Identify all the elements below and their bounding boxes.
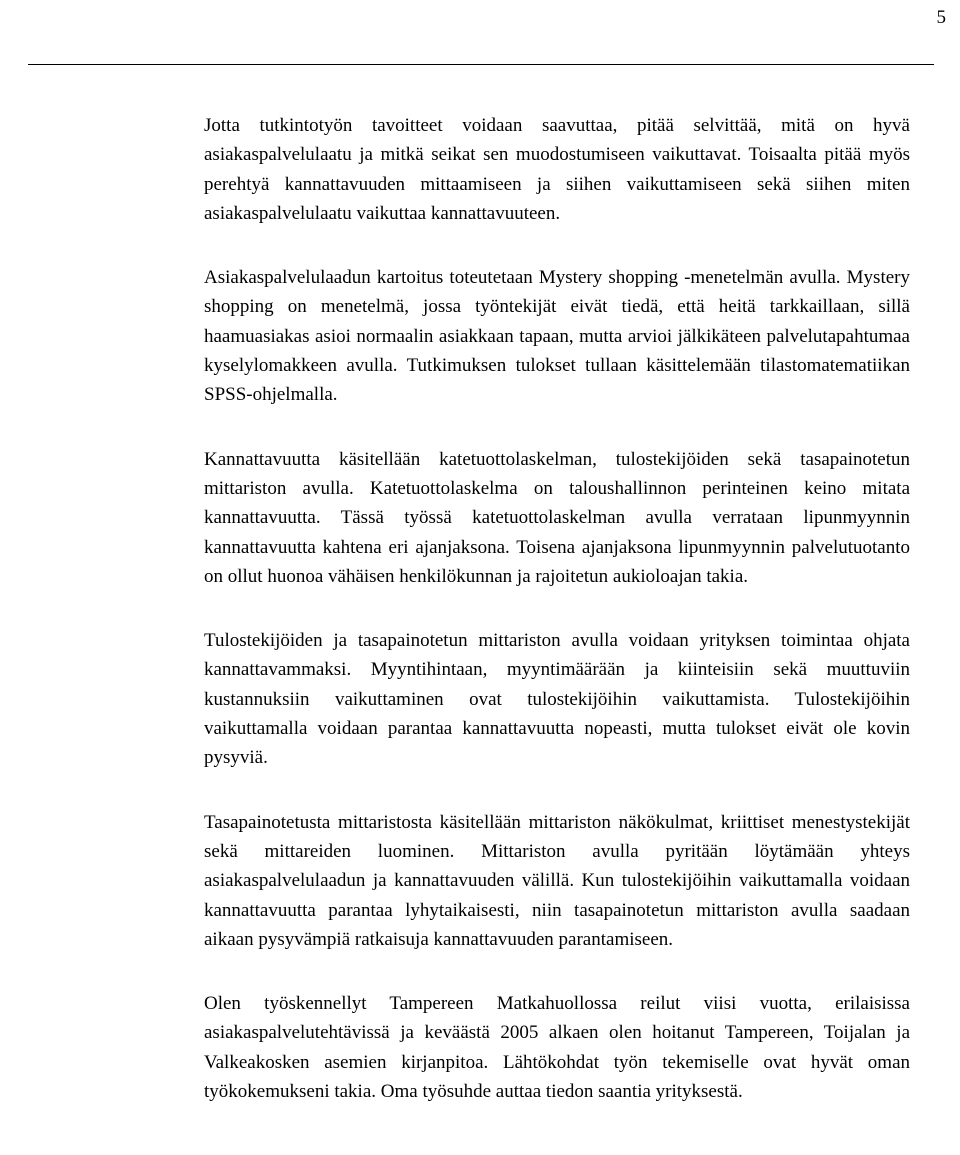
header-divider [28,64,934,65]
paragraph-result-factors: Tulostekijöiden ja tasapainotetun mittariston avulla voidaan yrityksen toimintaa ohjata kannattavammaksi. Myyntihintaan, myyntimäärään ja kiinteisiin sekä muuttuviin kustannuksiin vaikuttaminen ovat tulostekijöihin vaikuttamista. Tulostekijöihin vaikuttamalla voidaan parantaa kannattavuutta nopeasti, mutta tulokset eivät ole kovin pysyviä. [204,630,910,769]
document-body [204,111,910,1106]
paragraph-objectives: Jotta tutkintotyön tavoitteet voidaan saavuttaa, pitää selvittää, mitä on hyvä asiakaspalvelulaatu ja mitkä seikat sen muodostumiseen vaikuttavat. Toisaalta pitää myös perehtyä kannattavuuden mittaamiseen ja siihen vaikuttamiseen sekä siihen miten asiakaspalvelulaatu vaikuttaa kannattavuuteen. [204,115,910,224]
paragraph-balanced-scorecard: Tasapainotetusta mittaristosta käsitellään mittariston näkökulmat, kriittiset menestystekijät sekä mittareiden luominen. Mittariston avulla pyritään löytämään yhteys asiakaspalvelulaadun ja kannattavuuden välillä. Kun tulostekijöihin vaikuttamalla voidaan kannattavuutta parantaa lyhytaikaisesti, niin tasapainotetun mittariston avulla saadaan aikaan pysyvämpiä ratkaisuja kannattavuuden parantamiseen. [204,811,910,950]
paragraph-mystery-shopping: Asiakaspalvelulaadun kartoitus toteutetaan Mystery shopping -menetelmän avulla. Mystery shopping on menetelmä, jossa työntekijät eivät tiedä, että heitä tarkkaillaan, sillä haamuasiakas asioi normaalin asiakkaan tapaan, mutta arvioi jälkikäteen palvelutapahtumaa kyselylomakkeen avulla. Tutkimuksen tulokset tullaan käsittelemään tilastomatematiikan SPSS-ohjelmalla. [204,267,910,406]
page-number: 5 [936,7,946,28]
paragraph-author-background: Olen työskennellyt Tampereen Matkahuollossa reilut viisi vuotta, erilaisissa asiakaspalvelutehtävissä ja keväästä 2005 alkaen olen hoitanut Tampereen, Toijalan ja Valkeakosken asemien kirjanpitoa. Lähtökohdat työn tekemiselle ovat hyvät oman työkokemukseni takia. Oma työsuhde auttaa tiedon saantia yrityksestä. [204,993,910,1103]
paragraph-profitability: Kannattavuutta käsitellään katetuottolaskelman, tulostekijöiden sekä tasapainotetun mittariston avulla. Katetuottolaskelma on taloushallinnon perinteinen keino mitata kannattavuutta. Tässä työssä katetuottolaskelman avulla verrataan lipunmyynnin kannattavuutta kahtena eri ajanjaksona. Toisena ajanjaksona lipunmyynnin palvelutuotanto on ollut huonoa vähäisen henkilökunnan ja rajoitetun aukioloajan takia. [204,448,910,587]
